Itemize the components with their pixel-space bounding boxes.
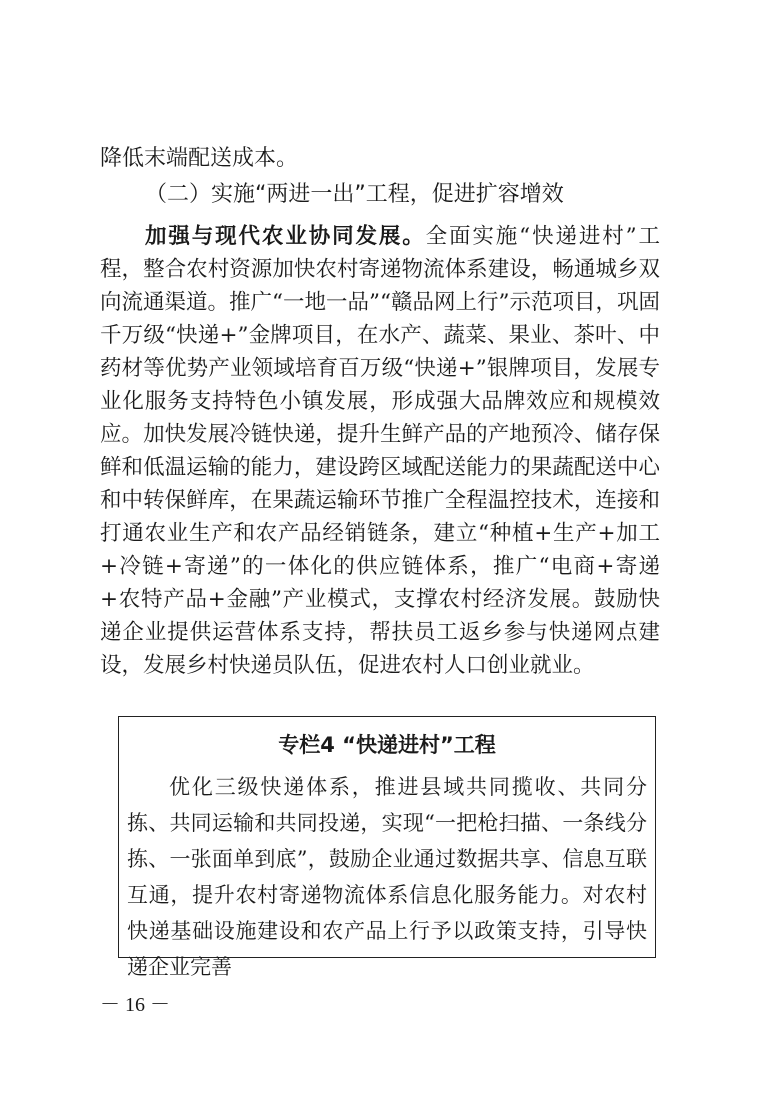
section-heading: （二）实施“两进一出”工程，促进扩容增效 — [145, 182, 564, 207]
sidebar-box — [118, 716, 656, 979]
sidebar-box-title: 专栏4 “快递进村”工程 — [278, 733, 496, 757]
paragraph-body: 全面实施“快递进村”工程，整合农村资源加快农村寄递物流体系建设，畅通城乡双向流通渠道。推广“一地一品”“赣品网上行”示范项目，巩固千万级“快递+”金牌项目，在水产、蔬菜、果业、茶叶、中药材等优势产业领域培育百万级“快递+”银牌项目，发展专业化服务支持特色小镇发展，形成强大品牌效应和规模效应。加快发展冷链快递，提升生鲜产品的产地预冷、储存保鲜和低温运输的能力，建设跨区域配送能力的果蔬配送中心和中转保鲜库，在果蔬运输环节推广全程温控技术，连接和打通农业生产和农产品经销链条，建立“种植+生产+加工+冷链+寄递”的一体化的供应链体系，推广“电商+寄递+农特产品+金融”产业模式，支撑农村经济发展。鼓励快递企业提供运营体系支持，帮扶员工返乡参与快递网点建设，发展乡村快递员队伍，促进农村人口创业就业。 — [100, 224, 660, 678]
paragraph-lead: 加强与现代农业协同发展。 — [145, 224, 426, 249]
body-paragraph — [100, 220, 660, 682]
page-number: － 16 － — [100, 994, 170, 1016]
paragraph-text — [100, 220, 660, 682]
sidebar-box-body: 优化三级快递体系，推进县域共同揽收、共同分拣、共同运输和共同投递，实现“一把枪扫描、一条线分拣、一张面单到底”，鼓励企业通过数据共享、信息互联互通，提升农村寄递物流体系信息化服务能力。对农村快递基础设施建设和农产品上行予以政策支持，引导快递企业完善 — [127, 775, 647, 979]
intro-line: 降低末端配送成本。 — [100, 146, 299, 171]
